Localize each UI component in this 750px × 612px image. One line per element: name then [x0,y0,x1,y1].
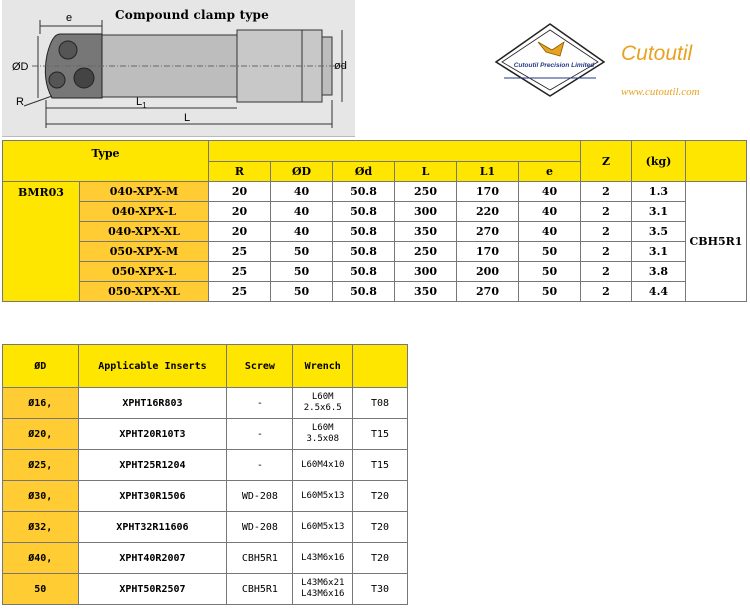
cell-key: T20 [353,512,408,543]
cell-e: 40 [519,202,581,222]
col-header-screw: Screw [227,345,293,388]
table-row [3,574,408,605]
cell-l: 250 [395,182,457,202]
cell-key: T15 [353,419,408,450]
col-header-od: ØD [271,162,333,182]
cell-l1: 200 [457,262,519,282]
cell-z: 2 [581,202,632,222]
col-header-r: R [209,162,271,182]
col-header-l1: L1 [457,162,519,182]
cell-od: 40 [271,182,333,202]
cell-wrench: L60M 3.5x08 [293,419,353,450]
cell-e: 50 [519,242,581,262]
cell-screw: CBH5R1 [227,574,293,605]
cell-kg: 3.1 [632,242,686,262]
cell-od: Ø20, [3,419,79,450]
cutoutil-logo-icon [494,22,606,98]
website-link[interactable]: www.cutoutil.com [621,86,700,98]
cell-kg: 4.4 [632,282,686,302]
dim-l-label: L [184,112,191,124]
cell-insert: XPHT25R1204 [78,450,227,481]
cell-insert: XPHT16R803 [78,388,227,419]
cell-d: 50.8 [333,282,395,302]
cell-e: 40 [519,222,581,242]
model-cell: 050-XPX-L [80,262,209,282]
cell-key: T20 [353,481,408,512]
col-header-inserts: Applicable Inserts [78,345,227,388]
dim-e-label: e [66,12,73,24]
dim-od-label: ØD [12,61,29,73]
model-cell: 040-XPX-M [80,182,209,202]
model-cell: 050-XPX-XL [80,282,209,302]
cell-l: 300 [395,202,457,222]
cell-screw: WD-208 [227,481,293,512]
cell-l1: 220 [457,202,519,222]
cell-od: 40 [271,202,333,222]
cell-screw: - [227,419,293,450]
inserts-table [2,344,408,605]
type-header: Type [3,141,209,182]
dimension-header-band [209,141,581,162]
table-row [3,182,747,202]
cell-z: 2 [581,242,632,262]
cell-key: T08 [353,388,408,419]
cell-wrench: L60M4x10 [293,450,353,481]
cell-od: Ø30, [3,481,79,512]
cell-l: 300 [395,262,457,282]
table-row [3,242,747,262]
col-header-key [353,345,408,388]
logo-company-name: Cutoutil Precision Limited [513,62,595,69]
cell-l: 250 [395,242,457,262]
cell-od: 50 [271,262,333,282]
model-cell: 040-XPX-XL [80,222,209,242]
dim-small-d-label: ød [334,60,347,72]
col-header-od: ØD [3,345,79,388]
cell-kg: 1.3 [632,182,686,202]
cell-r: 20 [209,222,271,242]
cell-z: 2 [581,282,632,302]
cell-insert: XPHT30R1506 [78,481,227,512]
cell-od: 50 [271,242,333,262]
table-row [3,202,747,222]
cell-d: 50.8 [333,222,395,242]
cell-l1: 170 [457,242,519,262]
cell-l1: 270 [457,222,519,242]
cell-screw: CBH5R1 [227,543,293,574]
cell-wrench: L60M5x13 [293,481,353,512]
cell-od: 40 [271,222,333,242]
cell-od: Ø32, [3,512,79,543]
col-header-wrench: Wrench [293,345,353,388]
cell-insert: XPHT32R11606 [78,512,227,543]
drawing-title: Compound clamp type [115,8,269,22]
cell-wrench: L43M6x21 L43M6x16 [293,574,353,605]
cell-r: 25 [209,282,271,302]
cell-kg: 3.1 [632,202,686,222]
cell-d: 50.8 [333,262,395,282]
cell-insert: XPHT50R2507 [78,574,227,605]
cell-l1: 170 [457,182,519,202]
table-row [3,481,408,512]
table-row [3,222,747,242]
cell-d: 50.8 [333,202,395,222]
cell-screw: - [227,450,293,481]
cell-screw: WD-208 [227,512,293,543]
cell-insert: XPHT20R10T3 [78,419,227,450]
series-cell: BMR03 [3,182,80,302]
cell-e: 50 [519,282,581,302]
cell-d: 50.8 [333,242,395,262]
cell-od: Ø40, [3,543,79,574]
table-row [3,282,747,302]
brand-name: Cutoutil [621,42,693,65]
cell-screw: - [227,388,293,419]
model-cell: 050-XPX-M [80,242,209,262]
table-row [3,262,747,282]
cell-r: 25 [209,262,271,282]
table-row [3,450,408,481]
col-header-kg: (kg) [632,141,686,182]
cell-od: Ø25, [3,450,79,481]
cell-z: 2 [581,262,632,282]
accessory-header [686,141,747,182]
table-row [3,419,408,450]
cell-wrench: L60M5x13 [293,512,353,543]
dim-r-label: R [16,96,24,108]
cell-od: 50 [271,282,333,302]
col-header-z: Z [581,141,632,182]
accessory-cell: CBH5R1 [686,182,747,302]
cell-z: 2 [581,182,632,202]
dim-l1-label: $L_1$ [136,96,147,111]
cell-kg: 3.8 [632,262,686,282]
cell-wrench: L60M 2.5x6.5 [293,388,353,419]
cell-key: T30 [353,574,408,605]
cell-e: 40 [519,182,581,202]
cell-r: 20 [209,202,271,222]
cell-od: Ø16, [3,388,79,419]
cell-d: 50.8 [333,182,395,202]
cell-key: T15 [353,450,408,481]
table-row [3,512,408,543]
col-header-e: e [519,162,581,182]
col-header-d: Ød [333,162,395,182]
model-cell: 040-XPX-L [80,202,209,222]
cell-key: T20 [353,543,408,574]
cell-wrench: L43M6x16 [293,543,353,574]
table-row [3,543,408,574]
cell-od: 50 [3,574,79,605]
tool-spec-table [2,140,747,302]
cell-z: 2 [581,222,632,242]
cell-r: 25 [209,242,271,262]
table-row [3,388,408,419]
cell-insert: XPHT40R2007 [78,543,227,574]
cell-l: 350 [395,282,457,302]
cell-l: 350 [395,222,457,242]
col-header-l: L [395,162,457,182]
cell-kg: 3.5 [632,222,686,242]
cell-r: 20 [209,182,271,202]
tool-drawing-panel [2,0,355,137]
cell-l1: 270 [457,282,519,302]
cell-e: 50 [519,262,581,282]
